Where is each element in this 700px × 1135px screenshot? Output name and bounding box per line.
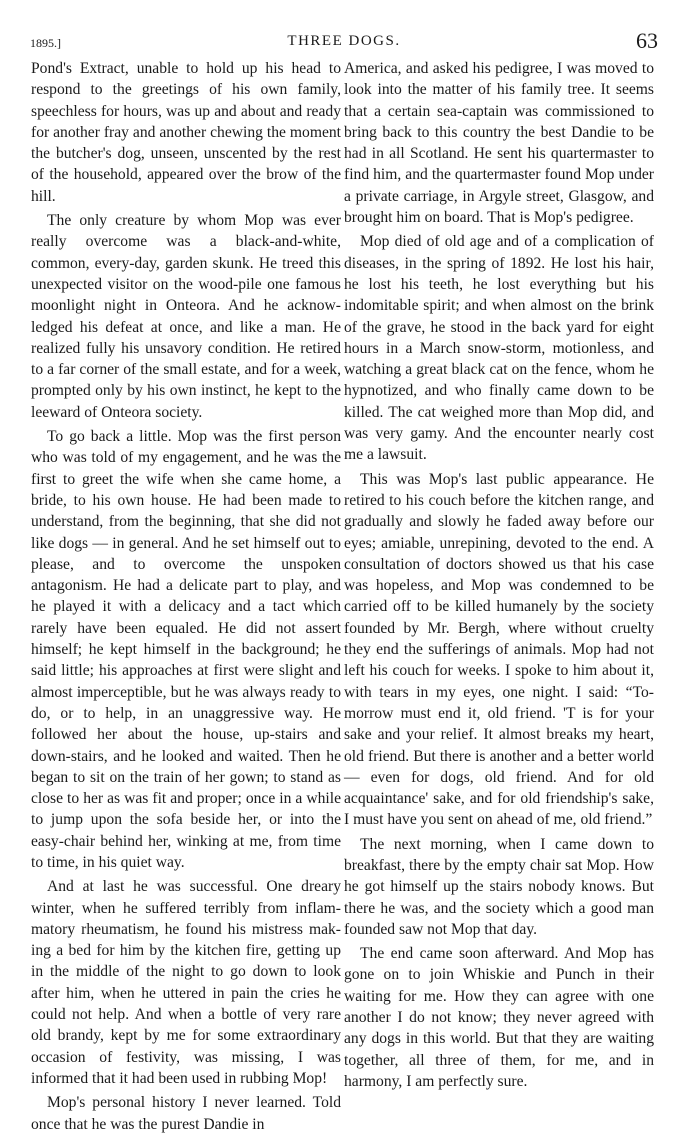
paragraph: To go back a little. Mop was the first person who was told of my engagement, and he was the first to greet the wife when she came home, a bride, to his own house. He had been made to understand, from the beginning, that she did not like dogs — in general. And he set himself out to please, and to overcome the unspoken antagonism. He had a delicate part to play, and he played it with a delicacy and a tact which rarely have been equaled. He did not assert himself; he kept himself in the background; he said little; his approaches at first were slight and almost imperceptible, but he was always ready to do, or to help, in an unaggressive way. He followed her about the house, up-stairs and down-stairs, and he looked and waited. Then he began to sit on the train of her gown; to stand as close to her as was fit and proper; once in a while to jump upon the sofa beside her, or into the easy-chair behind her, winking at me, from time to time, in his quiet way. xyxy=(31,428,341,871)
issue-date: 1895.] xyxy=(30,36,61,50)
paragraph: Pond's Extract, unable to hold up his head to respond to the greetings of his own family, speechless for hours, was up and about and ready for another fray and another chewing the moment the butcher's dog, unseen, unscented by the rest of the household, appeared over the brow of the hill. xyxy=(31,60,341,205)
page-number: 63 xyxy=(636,28,658,53)
paragraph: Mop's personal history I never learned. Told once that he was the purest Dandie in xyxy=(31,1094,341,1133)
running-title: THREE DOGS. xyxy=(287,33,401,49)
paragraph: Mop died of old age and of a complication of diseases, in the spring of 1892. He lost his hair, he lost his teeth, he lost everything but his indomitable spirit; and when almost on the brink of the grave, he stood in the back yard for eight hours in a March snow-storm, motionless, and watching a great black cat on the fence, whom he hypnotized, and who finally came down to be killed. The cat weighed more than Mop did, and was very gamy. And the encounter nearly cost me a lawsuit. xyxy=(344,233,654,464)
running-head xyxy=(30,28,658,54)
paragraph: The next morning, when I came down to breakfast, there by the empty chair sat Mop. How he got himself up the stairs nobody knows. But there he was, and the society which a good man founded saw not Mop that day. xyxy=(344,835,654,938)
paragraph: The end came soon afterward. And Mop has gone on to join Whiskie and Punch in their waiting for me. How they can agree with one another I do not know; they never agreed with any dogs in this world. But that they are waiting together, all three of them, for me, and in harmony, I am perfectly sure. xyxy=(344,945,654,1090)
paragraph: This was Mop's last public appearance. He retired to his couch before the kitchen range, and gradually and slowly he faded away before our eyes; amiable, unrepining, devoted to the end. A consultation of doctors showed us that his case was hopeless, and Mop was condemned to be carried off to be killed humanely by the society founded by Mr. Bergh, where without cruelty they end the sufferings of animals. Mop had not left his couch for weeks. I spoke to him about it, with tears in my eyes, one night. I said: “To-morrow must end it, old friend. 'T is for your sake and your relief. It almost breaks my heart, old friend. But there is another and a better world — even for dogs, old friend. And for old acquaintance' sake, and for old friendship's sake, I must have you sent on ahead of me, old friend.” xyxy=(344,470,654,829)
left-column xyxy=(31,58,341,1135)
paragraph: And at last he was successful. One dreary winter, when he suffered terribly from inflammatory rheumatism, he found his mistress making a bed for him by the kitchen fire, getting up in the middle of the night to go down to look after him, when he uttered in pain the cries he could not help. And when a bottle of very rare old brandy, kept by me for some extraordinary occasion of festivity, was missing, I was informed that it had been used in rubbing Mop! xyxy=(31,878,341,1087)
paragraph: America, and asked his pedigree, I was moved to look into the matter of his family tree. It seems that a certain sea-captain was commissioned to bring back to this country the best Dandie to be had in all Scotland. He sent his quartermaster to find him, and the quartermaster found Mop under a private carriage, in Argyle street, Glasgow, and brought him on board. That is Mop's pedigree. xyxy=(344,60,654,227)
paragraph: The only creature by whom Mop was ever really overcome was a black-and-white, common, every-day, garden skunk. He treed this unexpected visitor on the wood-pile one famous moonlight night in Onteora. And he acknowledged his defeat at once, and like a man. He realized fully his unsavory condition. He retired to a far corner of the small estate, and for a week, prompted only by his own instinct, he kept to the leeward of Onteora society. xyxy=(31,212,341,421)
right-column xyxy=(344,58,654,1092)
